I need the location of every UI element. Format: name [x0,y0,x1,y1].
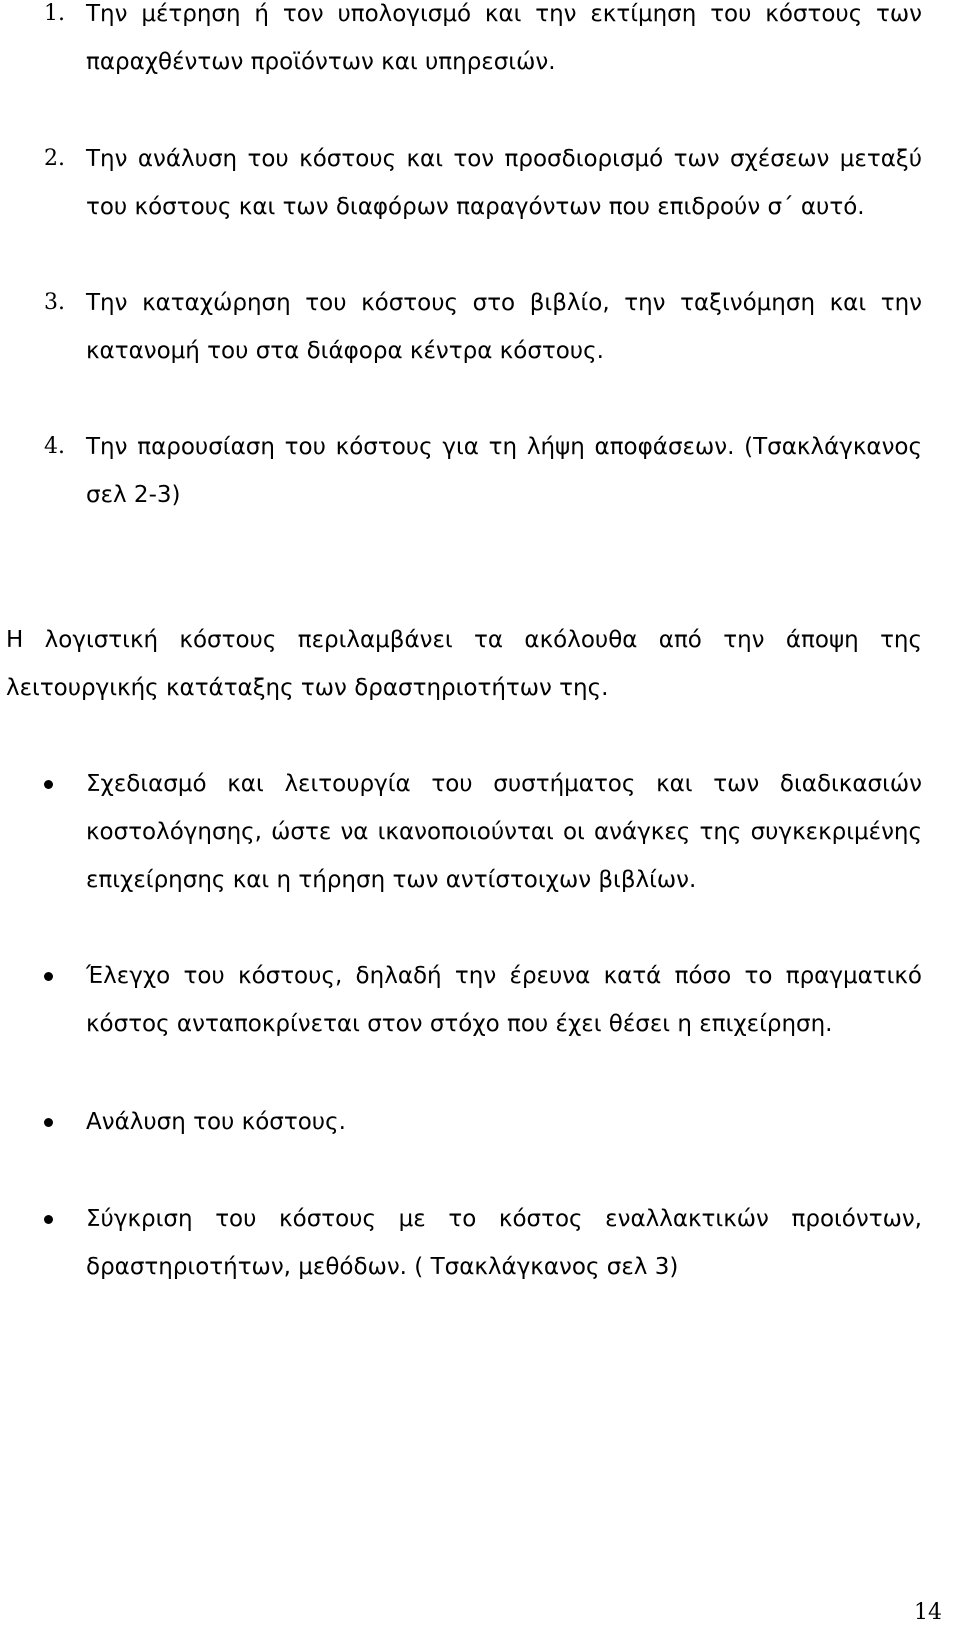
bullet-dot [44,1118,53,1127]
bullet-item-text-line: Σχεδιασμό και λειτουργία του συστήματος και των διαδικασιών [86,771,922,797]
list-item-text-line: του κόστους και των διαφόρων παραγόντων που επιδρούν σ΄ αυτό. [86,194,865,220]
list-item-text-line: Την μέτρηση ή τον υπολογισμό και την εκτίμηση του κόστους των [86,1,922,27]
list-item-text-line: Την ανάλυση του κόστους και τον προσδιορισμό των σχέσεων μεταξύ [86,146,922,172]
paragraph-line: Η λογιστική κόστους περιλαμβάνει τα ακόλουθα από την άποψη της [6,627,922,653]
bullet-item-text-line: Σύγκριση του κόστους με το κόστος εναλλακτικών προιόντων, [86,1206,922,1232]
list-item-text-line: Την καταχώρηση του κόστους στο βιβλίο, την ταξινόμηση και την [86,290,922,316]
bullet-item-text-line: δραστηριοτήτων, μεθόδων. ( Τσακλάγκανος σελ 3) [86,1254,679,1280]
bullet-dot [44,972,53,981]
list-item-text-line: παραχθέντων προϊόντων και υπηρεσιών. [86,49,556,75]
list-item-text-line: κατανομή του στα διάφορα κέντρα κόστους. [86,338,604,364]
bullet-item-text-line: κόστος ανταποκρίνεται στον στόχο που έχει θέσει η επιχείρηση. [86,1011,833,1037]
bullet-item-text-line: επιχείρησης και η τήρηση των αντίστοιχων βιβλίων. [86,867,697,893]
bullet-item-text-line: κοστολόγησης, ώστε να ικανοποιούνται οι ανάγκες της συγκεκριμένης [86,819,922,845]
list-number: 2. [44,146,65,171]
bullet-dot [44,1215,53,1224]
paragraph-line: λειτουργικής κατάταξης των δραστηριοτήτων της. [6,675,609,701]
list-item-text-line: σελ 2-3) [86,482,181,508]
list-number: 3. [44,290,65,315]
bullet-item-text-line: Έλεγχο του κόστους, δηλαδή την έρευνα κατά πόσο το πραγματικό [86,963,922,989]
list-number: 4. [44,434,65,459]
list-item-text-line: Την παρουσίαση του κόστους για τη λήψη αποφάσεων. (Τσακλάγκανος [86,434,922,460]
page-number: 14 [914,1600,942,1625]
bullet-item-text-line: Ανάλυση του κόστους. [86,1109,346,1135]
bullet-dot [44,780,53,789]
list-number: 1. [44,1,65,26]
